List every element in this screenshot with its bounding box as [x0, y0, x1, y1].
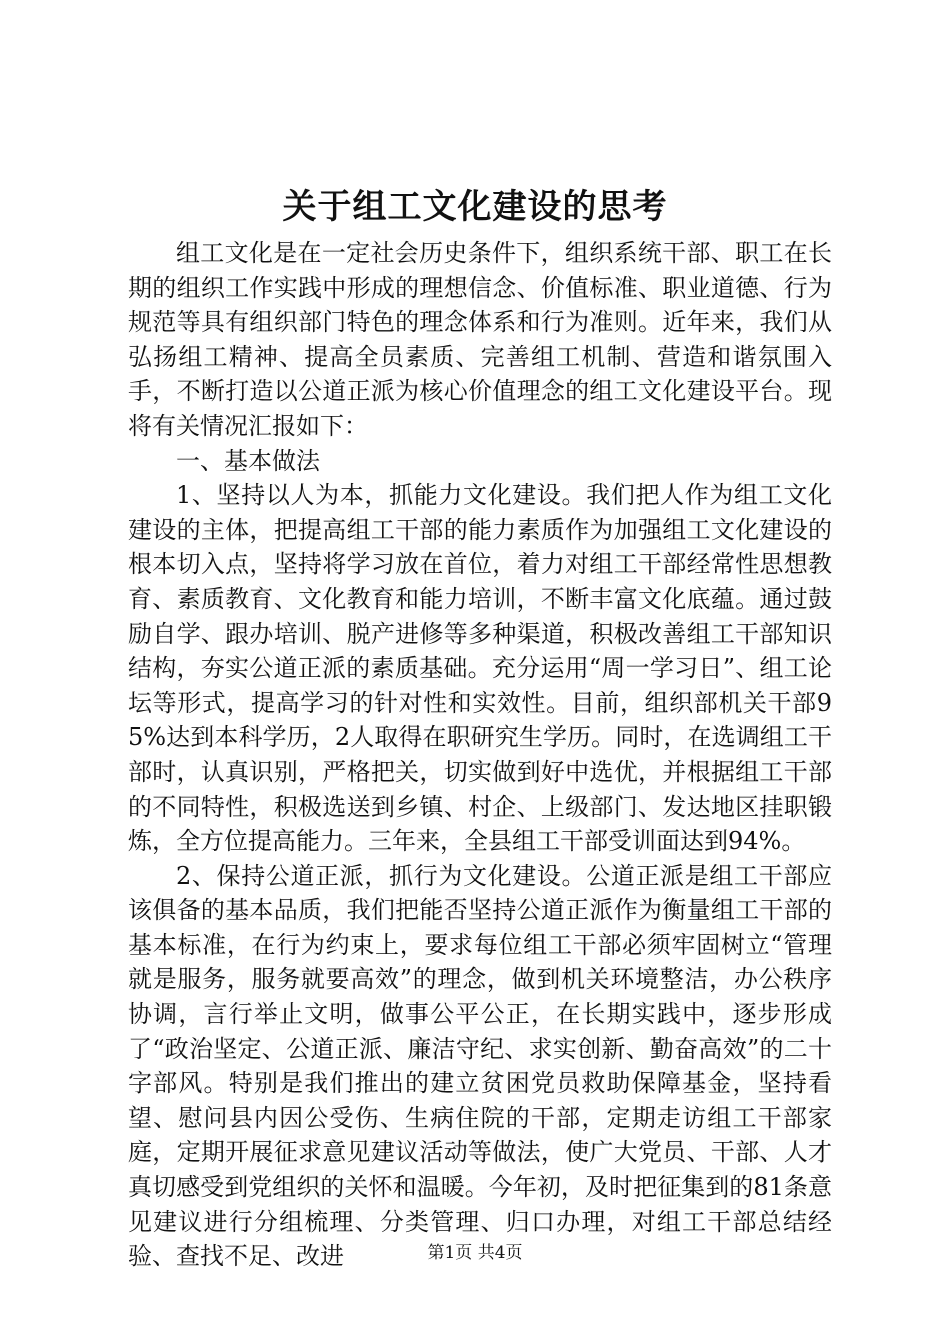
document-body	[128, 236, 832, 1274]
section-paragraph-2: 2、保持公道正派，抓行为文化建设。公道正派是组工干部应该俱备的基本品质，我们把能否坚持公道正派作为衡量组工干部的基本标准，在行为约束上，要求每位组工干部必须牢固树立“管理就是服务，服务就要高效”的理念，做到机关环境整洁，办公秩序协调，言行举止文明，做事公平公正，在长期实践中，逐步形成了“政治坚定、公道正派、廉洁守纪、求实创新、勤奋高效”的二十字部风。特别是我们推出的建立贫困党员救助保障基金，坚持看望、慰问县内因公受伤、生病住院的干部，定期走访组工干部家庭，定期开展征求意见建议活动等做法，使广大党员、干部、人才真切感受到党组织的关怀和温暖。今年初，及时把征集到的81条意见建议进行分组梳理、分类管理、归口办理，对组工干部总结经验、查找不足、改进	[128, 861, 832, 1271]
intro-paragraph: 组工文化是在一定社会历史条件下，组织系统干部、职工在长期的组织工作实践中形成的理想信念、价值标准、职业道德、行为规范等具有组织部门特色的理念体系和行为准则。近年来，我们从弘扬组工精神、提高全员素质、完善组工机制、营造和谐氛围入手，不断打造以公道正派为核心价值理念的组工文化建设平台。现将有关情况汇报如下：	[128, 239, 832, 440]
section-paragraph-1: 1、坚持以人为本，抓能力文化建设。我们把人作为组工文化建设的主体，把提高组工干部的能力素质作为加强组工文化建设的根本切入点，坚持将学习放在首位，着力对组工干部经常性思想教育、素质教育、文化教育和能力培训，不断丰富文化底蕴。通过鼓励自学、跟办培训、脱产进修等多种渠道，积极改善组工干部知识结构，夯实公道正派的素质基础。充分运用“周一学习日”、组工论坛等形式，提高学习的针对性和实效性。目前，组织部机关干部95%达到本科学历，2人取得在职研究生学历。同时，在选调组工干部时，认真识别，严格把关，切实做到好中选优，并根据组工干部的不同特性，积极选送到乡镇、村企、上级部门、发达地区挂职锻炼，全方位提高能力。三年来，全县组工干部受训面达到94%。	[128, 481, 832, 856]
page-number-footer: 第1页 共4页	[427, 1243, 523, 1263]
document-title: 关于组工文化建设的思考	[282, 187, 668, 227]
section-heading: 一、基本做法	[176, 446, 320, 475]
